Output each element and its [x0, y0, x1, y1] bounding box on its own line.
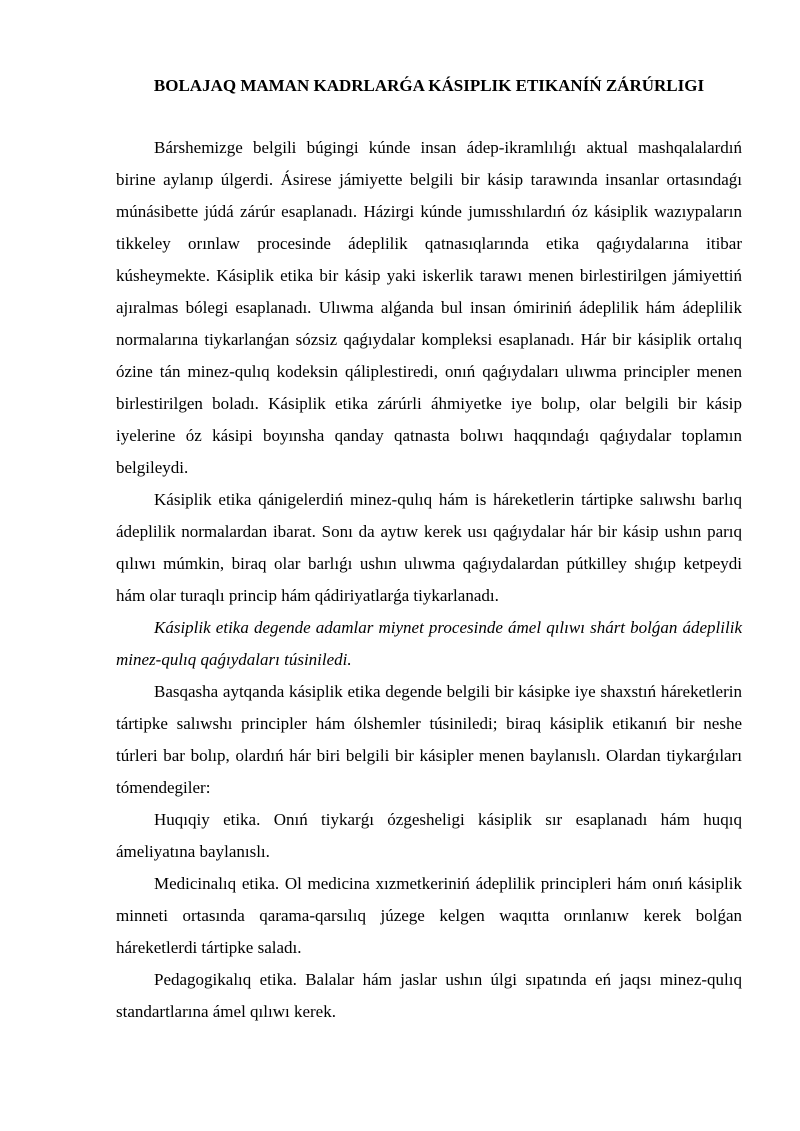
document-page	[116, 70, 742, 1028]
paragraph-definition: Kásiplik etika qánigelerdiń minez-qulıq hám is háreketlerin tártipke salıwshı barlıq ádeplilik normalardan ibarat. Sonı da aytıw kerek usı qaǵıydalar hár bir kásip ushın parıq qılıwı múmkin, biraq olar barlıǵı ushın ulıwma qaǵıydalardan pútkilley shıǵıp ketpeydi hám olar turaqlı princip hám qádiriyatlarǵa tiykarlanadı.	[116, 490, 742, 605]
paragraph-legal-ethics: Huqıqiy etika. Onıń tiykarǵı ózgesheligi kásiplik sır esaplanadı hám huqıq ámeliyatına baylanıslı.	[116, 810, 742, 861]
document-title: BOLAJAQ MAMAN KADRLARǴA KÁSIPLIK ETIKANÍŃ ZÁRÚRLIGI	[153, 76, 705, 95]
paragraph-medical-ethics: Medicinalıq etika. Ol medicina xızmetkeriniń ádeplilik principleri hám onıń kásiplik minneti ortasında qarama-qarsılıq júzege kelgen waqıtta orınlanıw kerek bolǵan háreketlerdi tártipke saladı.	[116, 874, 742, 957]
paragraph-intro: Bárshemizge belgili búgingi kúnde insan ádep-ikramlılıǵı aktual mashqalalardıń birine aylanıp úlgerdi. Ásirese jámiyette belgili bir kásip tarawında insanlar ortasındaǵı múnásibette júdá zárúr esaplanadı. Házirgi kúnde jumısshılardıń óz kásiplik wazıypaların tikkeley orınlaw procesinde ádeplilik qatnasıqlarında etika qaǵıydalarına itibar kúsheymekte. Kásiplik etika bir kásip yaki iskerlik tarawı menen birlestirilgen jámiyettiń ajıralmas bólegi esaplanadı. Ulıwma alǵanda bul insan ómiriniń ádeplilik hám ádeplilik normalarına tiykarlanǵan sózsiz qaǵıydalar kompleksi esaplanadı. Hár bir kásiplik ortalıq ózine tán minez-qulıq kodeksin qáliplestiredi, onıń qaǵıydaları ulıwma principler menen birlestirilgen boladı. Kásiplik etika zárúrli áhmiyetke iye bolıp, olar belgili bir kásip iyelerine óz kásipi boyınsha qanday qatnasta bolıwı haqqındaǵı qaǵıydalar toplamın belgileydi.	[116, 138, 742, 477]
paragraph-italic-definition: Kásiplik etika degende adamlar miynet procesinde ámel qılıwı shárt bolǵan ádeplilik minez-qulıq qaǵıydaları túsiniledi.	[116, 618, 742, 669]
paragraph-types: Basqasha aytqanda kásiplik etika degende belgili bir kásipke iye shaxstıń háreketlerin tártipke salıwshı principler hám ólshemler túsiniledi; biraq kásiplik etikanıń bir neshe túrleri bar bolıp, olardıń hár biri belgili bir kásipler menen baylanıslı. Olardan tiykarǵıları tómendegiler:	[116, 682, 742, 797]
paragraph-pedagogical-ethics: Pedagogikalıq etika. Balalar hám jaslar ushın úlgi sıpatında eń jaqsı minez-qulıq standartlarına ámel qılıwı kerek.	[116, 970, 742, 1021]
